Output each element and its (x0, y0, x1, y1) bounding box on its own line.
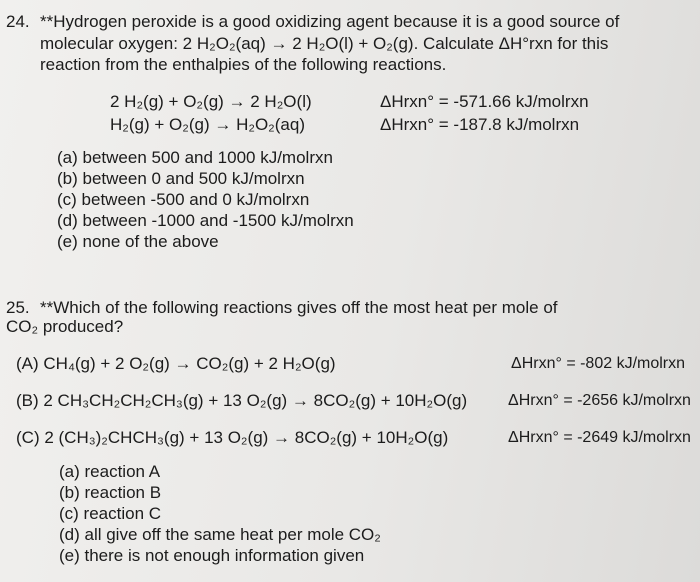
q24-option-c: (c) between -500 and 0 kJ/molrxn (57, 190, 310, 209)
q24-reaction-1-enthalpy: ΔHrxn° = -571.66 kJ/molrxn (380, 92, 589, 111)
q24-number: 24. (6, 12, 30, 31)
q25-line2: CO₂ produced? (6, 317, 124, 336)
q24-option-e: (e) none of the above (57, 232, 219, 251)
q25-number: 25. (6, 298, 30, 317)
q25-reaction-c-enthalpy: ΔHrxn° = -2649 kJ/molrxn (508, 429, 691, 446)
q24-line1: **Hydrogen peroxide is a good oxidizing agent because it is a good source of (40, 12, 620, 31)
q24-reaction-2-enthalpy: ΔHrxn° = -187.8 kJ/molrxn (380, 115, 580, 134)
q25-reaction-b: (B) 2 CH₃CH₂CH₂CH₃(g) + 13 O₂(g) → 8CO₂(g) + 10H₂O(g) (16, 391, 468, 410)
q25-option-b: (b) reaction B (59, 483, 162, 502)
q25-option-e: (e) there is not enough information given (59, 546, 365, 565)
q24-option-a: (a) between 500 and 1000 kJ/molrxn (57, 148, 333, 167)
q25-line1: **Which of the following reactions gives off the most heat per mole of (40, 298, 558, 317)
q24-reaction-1: 2 H₂(g) + O₂(g) → 2 H₂O(l) (110, 92, 312, 111)
q25-reaction-a: (A) CH₄(g) + 2 O₂(g) → CO₂(g) + 2 H₂O(g) (16, 354, 336, 373)
q25-reaction-b-enthalpy: ΔHrxn° = -2656 kJ/molrxn (508, 392, 691, 409)
q24-line2: molecular oxygen: 2 H₂O₂(aq) → 2 H₂O(l) + O₂(g). Calculate ΔH°rxn for this (40, 34, 609, 53)
q25-option-c: (c) reaction C (59, 504, 162, 523)
q25-reaction-a-enthalpy: ΔHrxn° = -802 kJ/molrxn (511, 355, 686, 372)
q24-option-b: (b) between 0 and 500 kJ/molrxn (57, 169, 305, 188)
q24-line3: reaction from the enthalpies of the following reactions. (40, 55, 447, 74)
q24-option-d: (d) between -1000 and -1500 kJ/molrxn (57, 211, 354, 230)
q25-reaction-c: (C) 2 (CH₃)₂CHCH₃(g) + 13 O₂(g) → 8CO₂(g) + 10H₂O(g) (16, 428, 449, 447)
q25-option-a: (a) reaction A (59, 462, 161, 481)
q25-option-d: (d) all give off the same heat per mole CO₂ (59, 525, 381, 544)
q24-reaction-2: H₂(g) + O₂(g) → H₂O₂(aq) (110, 115, 306, 134)
